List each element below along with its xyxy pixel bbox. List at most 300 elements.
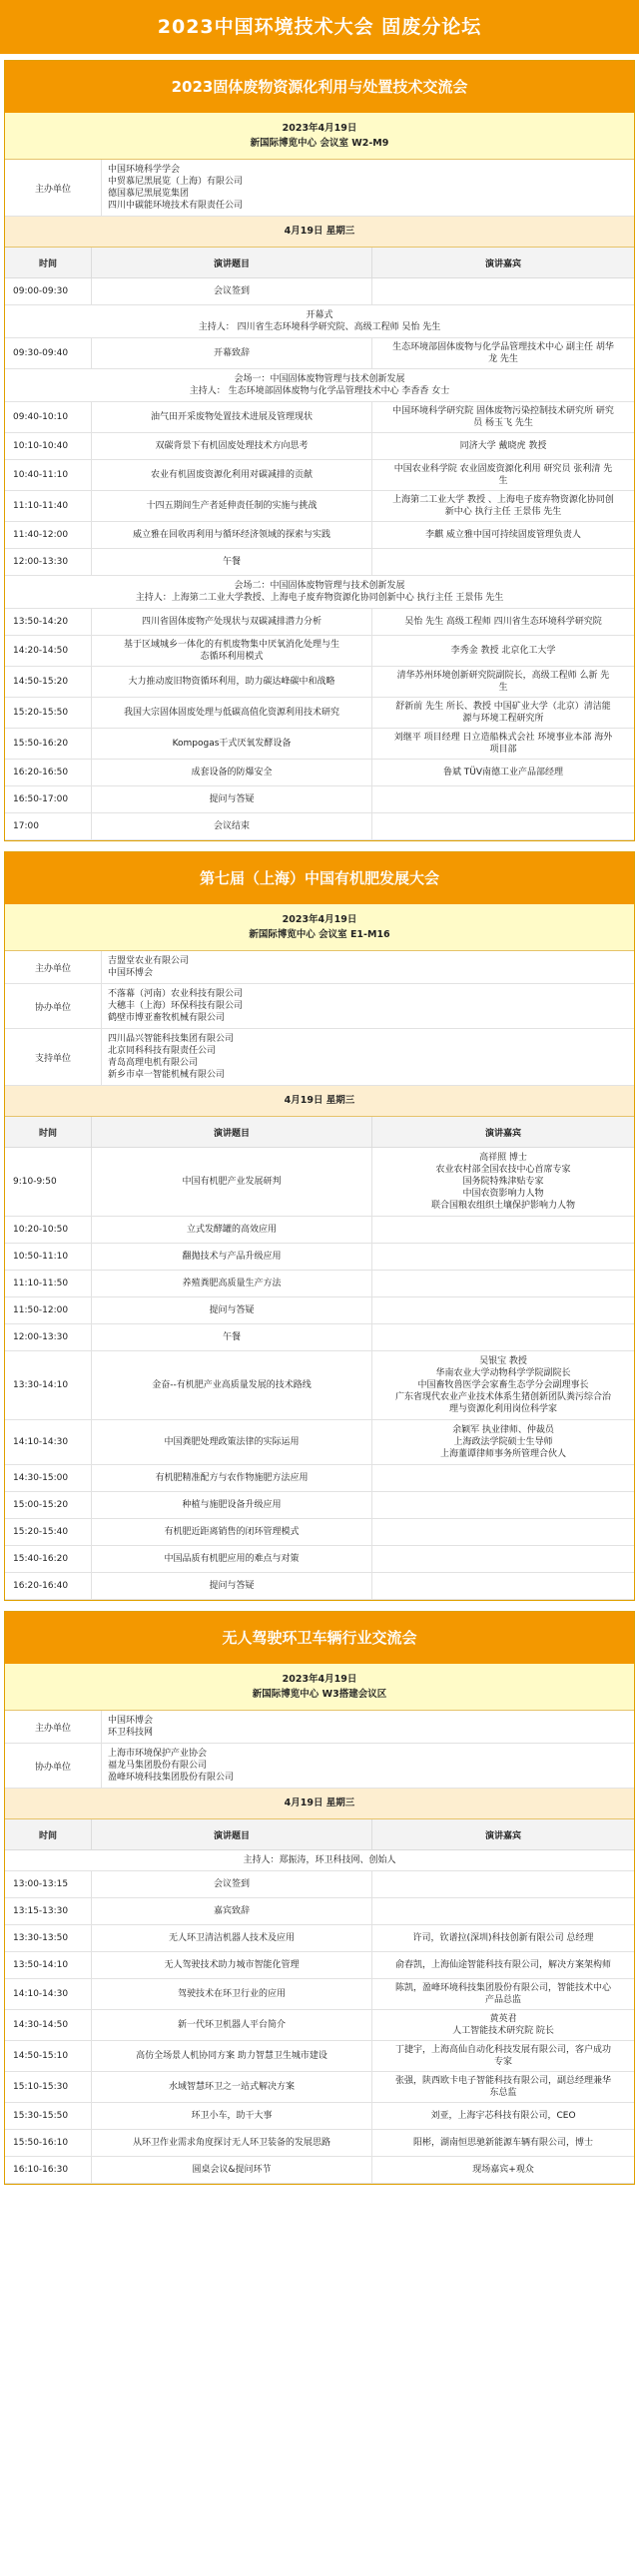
speaker-line: 中国农资影响力人物: [462, 1189, 544, 1199]
section-venue: 新国际博览中心 会议室 E1-M16: [249, 929, 390, 940]
table-row: [5, 1297, 634, 1324]
topic-line: 嘉宾致辞: [213, 1906, 250, 1916]
time-cell: 15:20-15:40: [5, 1519, 92, 1545]
topic-line: 新一代环卫机器人平台简介: [177, 2020, 286, 2030]
time-cell: 15:50-16:10: [5, 2130, 92, 2156]
topic-cell: [92, 667, 372, 697]
table-row: [5, 1420, 634, 1465]
time-cell: 13:50-14:10: [5, 1952, 92, 1978]
speaker-cell: [372, 2103, 634, 2129]
session-line: 主持人： 四川省生态环境科学研究院、高级工程师 吴怡 先生: [198, 322, 441, 332]
time-cell: 09:40-10:10: [5, 402, 92, 432]
topic-cell: [92, 460, 372, 490]
speaker-line: 中国农业科学院 农业固废资源化利用 研究员 张利清 先: [393, 464, 613, 474]
topic-cell: [92, 1351, 372, 1419]
time-cell: 13:00-13:15: [5, 1871, 92, 1897]
topic-cell: [92, 1979, 372, 2009]
speaker-cell: [372, 2157, 634, 2183]
speaker-line: 上海政法学院硕士生导师: [453, 1437, 553, 1447]
organizer-name: 德国慕尼黑展览集团: [108, 189, 190, 199]
time-cell: 10:10-10:40: [5, 433, 92, 459]
time-cell: 14:30-15:00: [5, 1465, 92, 1491]
section-date: 2023年4月19日: [282, 1674, 357, 1685]
organizer-list: [102, 1711, 634, 1743]
organizer-name: 青岛高理电机有限公司: [108, 1058, 199, 1068]
organizer-row: [5, 1711, 634, 1744]
topic-line: 高仿全场景人机协同方案 助力智慧卫生城市建设: [136, 2051, 327, 2061]
organizer-name: 鹤壁市博亚畜牧机械有限公司: [108, 1013, 226, 1023]
time-cell: 14:30-14:50: [5, 2010, 92, 2040]
speaker-cell: [372, 667, 634, 697]
table-row: [5, 786, 634, 813]
topic-line: 提问与答疑: [209, 794, 255, 804]
section-title: 2023固体废物资源化利用与处置技术交流会: [5, 61, 634, 113]
organizer-list: [102, 951, 634, 983]
table-row: [5, 1465, 634, 1492]
speaker-cell: [372, 522, 634, 548]
speaker-line: 生: [498, 683, 508, 693]
table-row: [5, 2103, 634, 2130]
organizer-name: 中国环境科学学会: [108, 165, 181, 175]
topic-cell: [92, 338, 372, 368]
section-title: 无人驾驶环卫车辆行业交流会: [5, 1612, 634, 1664]
organizer-name: 环卫科技网: [108, 1728, 154, 1738]
speaker-cell: [372, 636, 634, 666]
speaker-cell: [372, 549, 634, 575]
table-row: [5, 522, 634, 549]
topic-cell: [92, 402, 372, 432]
speaker-cell: [372, 1244, 634, 1270]
time-cell: 10:40-11:10: [5, 460, 92, 490]
speaker-line: 联合国粮农组织土壤保护影响力人物: [430, 1201, 575, 1211]
topic-line: 有机肥精准配方与农作物施肥方法应用: [155, 1473, 309, 1483]
table-row: [5, 402, 634, 433]
table-row: [5, 2130, 634, 2157]
topic-cell: [92, 1148, 372, 1216]
organizer-name: 不落幕（河南）农业科技有限公司: [108, 989, 244, 999]
time-cell: 15:00-15:20: [5, 1492, 92, 1518]
table-row: [5, 1979, 634, 2010]
speaker-line: 丁捷宇，上海高仙自动化科技发展有限公司，客户成功: [394, 2045, 611, 2055]
time-cell: 15:50-16:20: [5, 729, 92, 759]
time-cell: 9:10-9:50: [5, 1148, 92, 1216]
organizer-label: 主办单位: [5, 951, 102, 983]
topic-cell: [92, 1871, 372, 1897]
organizer-name: 大穗丰（上海）环保科技有限公司: [108, 1001, 244, 1011]
topic-cell: [92, 1217, 372, 1243]
table-row: [5, 1217, 634, 1244]
speaker-cell: [372, 1148, 634, 1216]
agenda-table: [5, 1148, 634, 1600]
speaker-line: 黄英君: [489, 2014, 517, 2024]
speaker-cell: [372, 1465, 634, 1491]
speaker-cell: [372, 1573, 634, 1599]
time-cell: 12:00-13:30: [5, 549, 92, 575]
topic-line: 威立雅在回收再利用与循环经济领域的探索与实践: [132, 530, 330, 540]
organizer-row: [5, 951, 634, 984]
organizer-list: [102, 984, 634, 1028]
speaker-cell: [372, 1952, 634, 1978]
speaker-cell: [372, 278, 634, 304]
speaker-line: 张强，陕西欧卡电子智能科技有限公司，副总经理兼华: [394, 2076, 611, 2086]
table-row: [5, 2072, 634, 2103]
topic-cell: [92, 1271, 372, 1296]
organizer-list: [102, 1029, 634, 1085]
organizer-name: 中国环博会: [108, 968, 154, 978]
speaker-cell: [372, 1271, 634, 1296]
table-row: [5, 760, 634, 786]
topic-cell: [92, 729, 372, 759]
topic-cell: [92, 2010, 372, 2040]
speaker-line: 李秀金 教授 北京化工大学: [450, 646, 556, 656]
table-header: [5, 1819, 634, 1850]
speaker-cell: [372, 1898, 634, 1924]
topic-cell: [92, 549, 372, 575]
time-cell: 15:30-15:50: [5, 2103, 92, 2129]
time-cell: 12:00-13:30: [5, 1324, 92, 1350]
table-row: [5, 460, 634, 491]
table-header: [5, 248, 634, 278]
table-row: [5, 491, 634, 522]
session-block: [5, 576, 634, 609]
topic-line: 有机肥近距离销售的闭环管理模式: [164, 1527, 300, 1537]
speaker-line: 高祥照 博士: [479, 1153, 527, 1163]
session-line: 主持人：郑振涛，环卫科技网、创始人: [243, 1855, 396, 1865]
speaker-cell: [372, 491, 634, 521]
time-cell: 11:10-11:50: [5, 1271, 92, 1296]
speaker-line: 俞春凯，上海仙途智能科技有限公司，解决方案架构师: [394, 1960, 611, 1970]
time-cell: 13:30-14:10: [5, 1351, 92, 1419]
organizer-row: [5, 1029, 634, 1086]
speaker-line: 李麒 威立雅中国可持续固废管理负责人: [425, 530, 581, 540]
topic-line: 提问与答疑: [209, 1581, 255, 1591]
organizer-name: 中贸慕尼黑展览（上海）有限公司: [108, 177, 244, 187]
table-row: [5, 1148, 634, 1217]
organizer-name: 四川中碳能环境技术有限责任公司: [108, 201, 244, 211]
topic-line: 油气田开采废物处置技术进展及管理现状: [150, 412, 313, 422]
topic-line: 农业有机固废资源化利用对碳减排的贡献: [150, 470, 313, 480]
session-line: 会场二：中国固体废物管理与技术创新发展: [234, 581, 405, 591]
topic-line: 环卫小车，助干大事: [191, 2111, 273, 2121]
organizer-name: 北京同科科技有限责任公司: [108, 1046, 217, 1056]
table-row: [5, 729, 634, 760]
topic-line: 立式发酵罐的高效应用: [186, 1225, 277, 1235]
speaker-line: 员 杨玉飞 先生: [473, 418, 533, 428]
table-row: [5, 1324, 634, 1351]
table-row: [5, 698, 634, 729]
organizer-name: 新乡市卓一智能机械有限公司: [108, 1070, 226, 1080]
topic-cell: [92, 433, 372, 459]
topic-cell: [92, 1898, 372, 1924]
session-line: 开幕式: [306, 310, 333, 320]
time-cell: 11:50-12:00: [5, 1297, 92, 1323]
topic-line: 中国品质有机肥应用的难点与对策: [164, 1554, 300, 1564]
table-row: [5, 813, 634, 840]
time-cell: 09:00-09:30: [5, 278, 92, 304]
speaker-cell: [372, 729, 634, 759]
speaker-line: 源与环境工程研究所: [462, 714, 544, 724]
speaker-line: 现场嘉宾+观众: [472, 2165, 534, 2175]
topic-cell: [92, 609, 372, 635]
organizer-label: 协办单位: [5, 1744, 102, 1788]
topic-cell: [92, 698, 372, 728]
col-speaker: 演讲嘉宾: [484, 258, 521, 269]
section-title: 第七届（上海）中国有机肥发展大会: [5, 852, 634, 904]
topic-cell: [92, 1297, 372, 1323]
table-row: [5, 1546, 634, 1573]
speaker-cell: [372, 460, 634, 490]
speaker-cell: [372, 1297, 634, 1323]
speaker-cell: [372, 1871, 634, 1897]
topic-cell: [92, 1573, 372, 1599]
topic-line: 我国大宗固体固废处理与低碳高值化资源利用技术研究: [123, 708, 339, 718]
speaker-cell: [372, 1925, 634, 1951]
col-time: 时间: [5, 1819, 92, 1849]
topic-line: Kompogas干式厌氧发酵设备: [172, 739, 292, 749]
speaker-cell: [372, 609, 634, 635]
time-cell: 17:00: [5, 813, 92, 839]
topic-line: 四川省固体废物产处现状与双碳减排潜力分析: [141, 617, 321, 627]
session-line: 主持人： 生态环境部固体废物与化学品管理技术中心 李香香 女士: [189, 386, 450, 396]
speaker-line: 人工智能技术研究院 院长: [452, 2026, 554, 2036]
topic-line: 会议结束: [213, 821, 250, 831]
topic-line: 金奋--有机肥产业高质量发展的技术路线: [152, 1380, 312, 1390]
table-row: [5, 1898, 634, 1925]
time-cell: 16:20-16:50: [5, 760, 92, 785]
table-row: [5, 338, 634, 369]
topic-line: 双碳背景下有机固废处理技术方向思考: [155, 441, 309, 451]
organizer-row: [5, 984, 634, 1029]
speaker-cell: [372, 433, 634, 459]
section-date: 2023年4月19日: [282, 123, 357, 134]
topic-cell: [92, 636, 372, 666]
speaker-cell: [372, 1546, 634, 1572]
topic-cell: [92, 760, 372, 785]
speaker-cell: [372, 786, 634, 812]
col-speaker: 演讲嘉宾: [484, 1830, 521, 1841]
col-time: 时间: [5, 248, 92, 277]
speaker-line: 东总监: [489, 2088, 517, 2098]
table-row: [5, 2010, 634, 2041]
speaker-cell: [372, 1217, 634, 1243]
topic-cell: [92, 2072, 372, 2102]
topic-cell: [92, 1465, 372, 1491]
speaker-line: 项目部: [489, 745, 517, 755]
col-topic: 演讲题目: [92, 1117, 372, 1147]
time-cell: 10:50-11:10: [5, 1244, 92, 1270]
speaker-cell: [372, 1324, 634, 1350]
topic-cell: [92, 491, 372, 521]
session-block: [5, 1850, 634, 1871]
time-cell: 14:10-14:30: [5, 1420, 92, 1464]
speaker-cell: [372, 760, 634, 785]
topic-cell: [92, 813, 372, 839]
speaker-line: 刘继平 项目经理 日立造船株式会社 环境事业本部 海外: [393, 733, 613, 743]
speaker-line: 陈凯，盈峰环境科技集团股份有限公司，智能技术中心: [394, 1983, 611, 1993]
speaker-cell: [372, 2010, 634, 2040]
table-row: [5, 1271, 634, 1297]
organizer-row: [5, 1744, 634, 1789]
table-row: [5, 433, 634, 460]
speaker-line: 刘亚，上海宇芯科技有限公司，CEO: [430, 2111, 576, 2121]
day-header: 4月19日 星期三: [5, 1789, 634, 1819]
topic-cell: [92, 1925, 372, 1951]
speaker-line: 生: [498, 476, 508, 486]
forum-section-solid-waste: [4, 60, 635, 841]
topic-line: 从环卫作业需求角度探讨无人环卫装备的发展思路: [132, 2138, 330, 2148]
topic-line: 中国有机肥产业发展研判: [182, 1177, 282, 1187]
table-row: [5, 549, 634, 576]
speaker-line: 生态环境部固体废物与化学品管理技术中心 副主任 胡华: [392, 342, 614, 352]
day-header: 4月19日 星期三: [5, 1086, 634, 1117]
table-row: [5, 1351, 634, 1420]
speaker-cell: [372, 402, 634, 432]
topic-cell: [92, 2041, 372, 2071]
speaker-line: 农业农村部全国农技中心首席专家: [435, 1165, 571, 1175]
table-row: [5, 1952, 634, 1979]
organizer-label: 主办单位: [5, 1711, 102, 1743]
time-cell: 15:20-15:50: [5, 698, 92, 728]
time-cell: 16:10-16:30: [5, 2157, 92, 2183]
topic-line: 大力推动废旧物资循环利用，助力碳达峰碳中和战略: [128, 677, 335, 687]
speaker-line: 许司，钦谱拉(深圳)科技创新有限公司 总经理: [412, 1933, 594, 1943]
topic-cell: [92, 278, 372, 304]
topic-line: 养殖粪肥高质量生产方法: [182, 1279, 282, 1288]
col-time: 时间: [5, 1117, 92, 1147]
speaker-cell: [372, 1519, 634, 1545]
table-row: [5, 1573, 634, 1600]
section-venue: 新国际博览中心 W3搭建会议区: [252, 1689, 387, 1700]
topic-line: 圆桌会议&提问环节: [192, 2165, 272, 2175]
topic-cell: [92, 1546, 372, 1572]
table-row: [5, 2157, 634, 2184]
forum-section-organic-fertilizer: [4, 851, 635, 1601]
table-row: [5, 609, 634, 636]
agenda-table: [5, 1850, 634, 2184]
section-info: [5, 1664, 634, 1711]
speaker-cell: [372, 2041, 634, 2071]
speaker-cell: [372, 698, 634, 728]
speaker-line: 清华苏州环境创新研究院副院长，高级工程师 么新 先: [396, 671, 610, 681]
speaker-line: 上海第二工业大学 教授 、上海电子废弃物资源化协同创: [392, 495, 614, 505]
speaker-line: 舒新前 先生 所长、教授 中国矿业大学（北京）清洁能: [395, 702, 611, 712]
day-header: 4月19日 星期三: [5, 217, 634, 248]
table-row: [5, 1871, 634, 1898]
col-topic: 演讲题目: [92, 1819, 372, 1849]
speaker-cell: [372, 2072, 634, 2102]
speaker-cell: [372, 813, 634, 839]
topic-line: 无人驾驶技术助力城市智能化管理: [164, 1960, 300, 1970]
speaker-cell: [372, 338, 634, 368]
time-cell: 09:30-09:40: [5, 338, 92, 368]
speaker-line: 国务院特殊津贴专家: [462, 1177, 544, 1187]
table-header: [5, 1117, 634, 1148]
organizer-name: 盈峰环境科技集团股份有限公司: [108, 1773, 235, 1783]
organizer-label: 协办单位: [5, 984, 102, 1028]
organizer-name: 四川晶兴智能科技集团有限公司: [108, 1034, 235, 1044]
topic-line: 翻抛技术与产品升级应用: [182, 1252, 282, 1262]
speaker-line: 中国环境科学研究院 固体废物污染控制技术研究所 研究: [392, 406, 614, 416]
topic-line: 会议签到: [213, 1879, 250, 1889]
topic-line: 驾驶技术在环卫行业的应用: [177, 1989, 286, 1999]
topic-line: 午餐: [222, 1332, 241, 1342]
time-cell: 15:10-15:30: [5, 2072, 92, 2102]
speaker-line: 华南农业大学动物科学学院副院长: [435, 1368, 571, 1378]
organizer-name: 福龙马集团股份有限公司: [108, 1761, 208, 1771]
topic-line: 态循环利用模式: [200, 652, 264, 662]
table-row: [5, 636, 634, 667]
organizer-list: [102, 160, 634, 216]
time-cell: 13:30-13:50: [5, 1925, 92, 1951]
speaker-line: 上海董谭律师事务所管理合伙人: [439, 1449, 566, 1459]
session-block: [5, 369, 634, 402]
speaker-line: 阳彬，湖南恒思驰新能源车辆有限公司，博士: [412, 2138, 593, 2148]
topic-cell: [92, 522, 372, 548]
session-line: 会场一：中国固体废物管理与技术创新发展: [234, 374, 405, 384]
time-cell: 14:20-14:50: [5, 636, 92, 666]
speaker-line: 产品总监: [484, 1995, 521, 2005]
topic-line: 午餐: [222, 557, 241, 567]
topic-line: 无人环卫清洁机器人技术及应用: [168, 1933, 295, 1943]
table-row: [5, 667, 634, 698]
topic-cell: [92, 2130, 372, 2156]
topic-line: 提问与答疑: [209, 1305, 255, 1315]
section-info: [5, 904, 634, 951]
table-row: [5, 1519, 634, 1546]
time-cell: 10:20-10:50: [5, 1217, 92, 1243]
organizer-row: [5, 160, 634, 217]
topic-cell: [92, 1324, 372, 1350]
topic-cell: [92, 1519, 372, 1545]
speaker-cell: [372, 2130, 634, 2156]
topic-cell: [92, 1952, 372, 1978]
topic-cell: [92, 2103, 372, 2129]
topic-line: 种植与施肥设备升级应用: [182, 1500, 282, 1510]
speaker-line: 鲁斌 TÜV南德工业产品部经理: [442, 768, 564, 777]
topic-line: 基于区域城乡一体化的有机废物集中厌氧消化处理与生: [123, 640, 339, 650]
time-cell: 16:20-16:40: [5, 1573, 92, 1599]
speaker-line: 专家: [493, 2057, 512, 2067]
organizer-name: 上海市环境保护产业协会: [108, 1749, 208, 1759]
session-block: [5, 305, 634, 338]
forum-section-autonomous-sanitation: [4, 1611, 635, 2185]
speaker-cell: [372, 1420, 634, 1464]
time-cell: 15:40-16:20: [5, 1546, 92, 1572]
topic-line: 水域智慧环卫之一站式解决方案: [168, 2082, 295, 2092]
section-date: 2023年4月19日: [282, 914, 357, 925]
table-row: [5, 1925, 634, 1952]
topic-line: 成套设备的防爆安全: [191, 768, 273, 777]
organizer-name: 吉盟堂农业有限公司: [108, 956, 190, 966]
organizer-list: [102, 1744, 634, 1788]
time-cell: 14:50-15:10: [5, 2041, 92, 2071]
topic-cell: [92, 786, 372, 812]
speaker-cell: [372, 1351, 634, 1419]
speaker-line: 同济大学 戴晓虎 教授: [459, 441, 547, 451]
topic-line: 十四五期间生产者延伸责任制的实施与挑战: [146, 501, 318, 511]
time-cell: 11:10-11:40: [5, 491, 92, 521]
topic-line: 开幕致辞: [213, 348, 250, 358]
session-line: 主持人：上海第二工业大学教授、上海电子废弃物资源化协同创新中心 执行主任 王景伟 先生: [135, 593, 504, 603]
time-cell: 13:15-13:30: [5, 1898, 92, 1924]
speaker-line: 吴怡 先生 高级工程师 四川省生态环境科学研究院: [404, 617, 602, 627]
speaker-line: 理与资源化利用岗位科学家: [448, 1404, 557, 1414]
col-speaker: 演讲嘉宾: [484, 1128, 521, 1139]
table-row: [5, 278, 634, 305]
speaker-line: 新中心 执行主任 王景伟 先生: [444, 507, 562, 517]
time-cell: 14:10-14:30: [5, 1979, 92, 2009]
speaker-cell: [372, 1979, 634, 2009]
